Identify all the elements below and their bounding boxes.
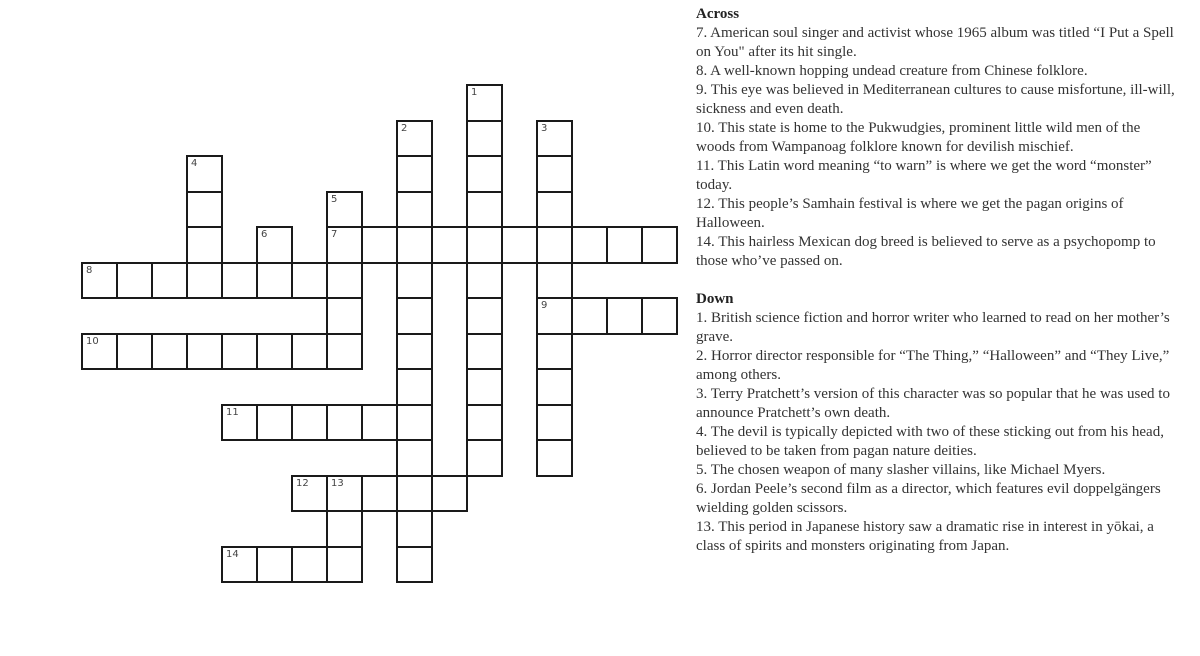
crossword-cell[interactable] <box>466 120 503 158</box>
crossword-cell[interactable] <box>291 546 328 584</box>
crossword-cell[interactable] <box>221 333 258 371</box>
crossword-cell[interactable] <box>326 404 363 442</box>
clue-number: 6 <box>261 229 268 240</box>
crossword-cell[interactable] <box>396 368 433 406</box>
crossword-cell[interactable] <box>466 333 503 371</box>
crossword-cell[interactable] <box>396 333 433 371</box>
crossword-cell[interactable] <box>186 262 223 300</box>
crossword-cell[interactable] <box>221 262 258 300</box>
crossword-cell[interactable] <box>221 546 258 584</box>
across-clue-9: 9. This eye was believed in Mediterranean cultures to cause misfortune, ill-will, sickness and even death. <box>696 82 1175 117</box>
crossword-cell[interactable] <box>361 404 398 442</box>
crossword-cell[interactable] <box>151 262 188 300</box>
clue-number: 9 <box>541 300 548 311</box>
crossword-cell[interactable] <box>466 262 503 300</box>
crossword-cell[interactable] <box>396 155 433 193</box>
crossword-cell[interactable] <box>291 404 328 442</box>
crossword-cell[interactable] <box>466 404 503 442</box>
clue-number: 5 <box>331 193 338 205</box>
down-clue-5: 5. The chosen weapon of many slasher villains, like Michael Myers. <box>696 462 1106 478</box>
crossword-cell[interactable] <box>256 546 293 584</box>
crossword-cell[interactable] <box>571 297 608 335</box>
down-clue-4: 4. The devil is typically depicted with two of these sticking out from his head, believed to be taken from pagan nature deities. <box>696 424 1164 459</box>
crossword-cell[interactable] <box>256 226 293 264</box>
clue-number: 2 <box>401 122 408 134</box>
crossword-cell[interactable] <box>641 226 678 264</box>
down-clue-13: 13. This period in Japanese history saw a dramatic rise in interest in yōkai, a class of spirits and monsters originating from Japan. <box>696 519 1154 554</box>
clue-number: 7 <box>331 229 338 240</box>
crossword-cell[interactable] <box>186 155 223 193</box>
crossword-cell[interactable] <box>81 333 118 371</box>
crossword-cell[interactable] <box>501 226 538 264</box>
crossword-cell[interactable] <box>466 84 503 122</box>
crossword-cell[interactable] <box>326 475 363 513</box>
crossword-cell[interactable] <box>186 333 223 371</box>
crossword-cell[interactable] <box>256 404 293 442</box>
crossword-cell[interactable] <box>466 368 503 406</box>
crossword-cell[interactable] <box>536 120 573 158</box>
crossword-cell[interactable] <box>536 191 573 229</box>
crossword-cell[interactable] <box>536 368 573 406</box>
crossword-cell[interactable] <box>641 297 678 335</box>
crossword-cell[interactable] <box>396 404 433 442</box>
crossword-cell[interactable] <box>466 191 503 229</box>
across-heading: Across <box>696 6 740 22</box>
crossword-cell[interactable] <box>396 262 433 300</box>
across-clue-7: 7. American soul singer and activist whose 1965 album was titled “I Put a Spell on You" after its hit single. <box>696 25 1174 60</box>
crossword-cell[interactable] <box>536 439 573 477</box>
crossword-cell[interactable] <box>466 155 503 193</box>
clue-number: 8 <box>86 264 93 276</box>
crossword-cell[interactable] <box>221 404 258 442</box>
crossword-cell[interactable] <box>326 297 363 335</box>
crossword-cell[interactable] <box>396 546 433 584</box>
crossword-cell[interactable] <box>326 262 363 300</box>
clue-number: 1 <box>471 87 478 98</box>
crossword-cell[interactable] <box>396 191 433 229</box>
crossword-cell[interactable] <box>536 404 573 442</box>
crossword-cell[interactable] <box>466 297 503 335</box>
crossword-cell[interactable] <box>291 333 328 371</box>
across-clue-12: 12. This people’s Samhain festival is where we get the pagan origins of Halloween. <box>696 196 1124 231</box>
clue-number: 10 <box>86 335 99 347</box>
clue-number: 4 <box>191 158 198 169</box>
crossword-cell[interactable] <box>186 191 223 229</box>
crossword-cell[interactable] <box>256 333 293 371</box>
crossword-cell[interactable] <box>396 439 433 477</box>
crossword-cell[interactable] <box>151 333 188 371</box>
clue-number: 3 <box>541 122 548 134</box>
crossword-cell[interactable] <box>116 333 153 371</box>
crossword-cell[interactable] <box>431 475 468 513</box>
crossword-cell[interactable] <box>396 475 433 513</box>
crossword-cell[interactable] <box>396 297 433 335</box>
crossword-cell[interactable] <box>466 439 503 477</box>
crossword-cell[interactable] <box>186 226 223 264</box>
crossword-cell[interactable] <box>396 226 433 264</box>
clue-panel <box>696 5 1176 556</box>
down-clue-1: 1. British science fiction and horror writer who learned to read on her mother’s grave. <box>696 310 1170 345</box>
down-clue-3: 3. Terry Pratchett’s version of this character was so popular that he was used to announce Pratchett’s own death. <box>696 386 1170 421</box>
crossword-cell[interactable] <box>571 226 608 264</box>
crossword-cell[interactable] <box>326 546 363 584</box>
crossword-cell[interactable] <box>431 226 468 264</box>
crossword-cell[interactable] <box>326 510 363 548</box>
across-clue-11: 11. This Latin word meaning “to warn” is where we get the word “monster” today. <box>696 158 1152 193</box>
clue-number: 12 <box>296 477 309 489</box>
across-clue-14: 14. This hairless Mexican dog breed is believed to serve as a psychopomp to those who’ve passed on. <box>696 234 1156 269</box>
crossword-cell[interactable] <box>396 510 433 548</box>
crossword-cell[interactable] <box>536 226 573 264</box>
section-spacer <box>696 271 1176 290</box>
crossword-cell[interactable] <box>256 262 293 300</box>
crossword-cell[interactable] <box>326 333 363 371</box>
crossword-cell[interactable] <box>116 262 153 300</box>
down-clue-2: 2. Horror director responsible for “The Thing,” “Halloween” and “They Live,” among others. <box>696 348 1170 383</box>
down-clue-6: 6. Jordan Peele’s second film as a director, which features evil doppelgängers wielding golden scissors. <box>696 481 1161 516</box>
crossword-cell[interactable] <box>536 297 573 335</box>
crossword-cell[interactable] <box>606 226 643 264</box>
crossword-cell[interactable] <box>361 475 398 513</box>
crossword-cell[interactable] <box>326 191 363 229</box>
across-clue-8: 8. A well-known hopping undead creature from Chinese folklore. <box>696 63 1088 79</box>
crossword-cell[interactable] <box>536 155 573 193</box>
crossword-cell[interactable] <box>81 262 118 300</box>
clue-number: 14 <box>226 548 239 560</box>
down-heading: Down <box>696 291 734 307</box>
crossword-cell[interactable] <box>396 120 433 158</box>
crossword-cell[interactable] <box>606 297 643 335</box>
crossword-cell[interactable] <box>536 262 573 300</box>
across-clue-10: 10. This state is home to the Pukwudgies, prominent little wild men of the woods from Wampanoag folklore known for devilish mischief. <box>696 120 1141 155</box>
crossword-cell[interactable] <box>466 226 503 264</box>
crossword-cell[interactable] <box>326 226 363 264</box>
crossword-cell[interactable] <box>536 333 573 371</box>
crossword-cell[interactable] <box>291 262 328 300</box>
clue-number: 13 <box>331 477 344 489</box>
clue-number: 11 <box>226 406 239 418</box>
crossword-cell[interactable] <box>291 475 328 513</box>
crossword-cell[interactable] <box>361 226 398 264</box>
